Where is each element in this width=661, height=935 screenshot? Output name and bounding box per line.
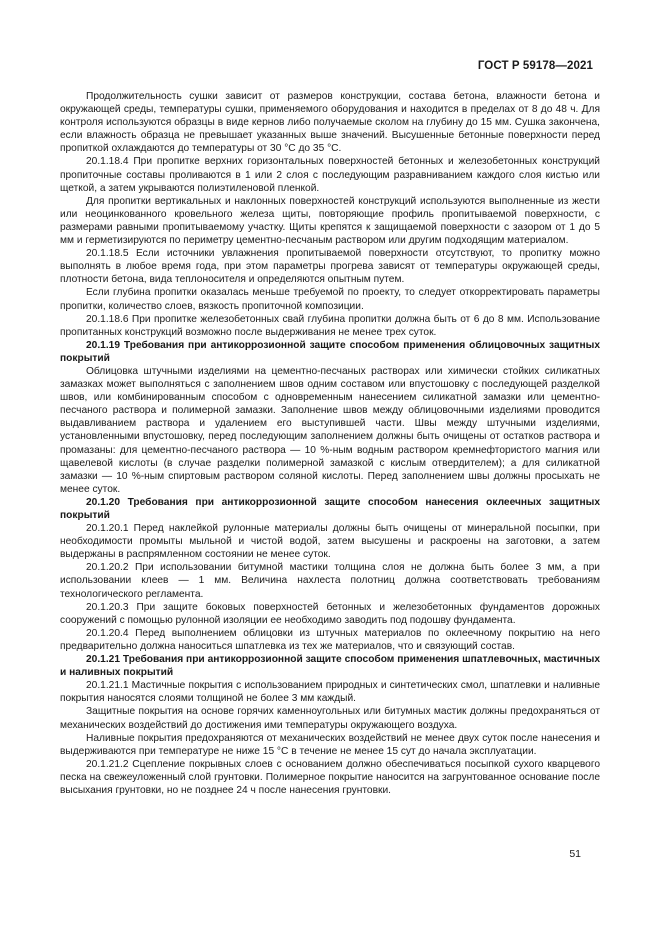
paragraph: 20.1.20.3 При защите боковых поверхностей бетонных и железобетонных фундаментов дорожных сооружений с помощью рулонной изоляции ее необходимо заводить под подошву фундамента. — [60, 601, 600, 626]
paragraph: Для пропитки вертикальных и наклонных поверхностей конструкций используются выполненные из жести или неоцинкованного кровельного железа щиты, повторяющие профиль пропитываемой поверхности, с размерами равными пропитываемому участку. Щиты крепятся к защищаемой поверхности с зазором от 1 до 5 мм и герметизируются по периметру цементно-песчаным раствором или другим подходящим материалом. — [60, 195, 600, 247]
section-heading: 20.1.20 Требования при антикоррозионной защите способом нанесения оклеечных защитных покрытий — [60, 496, 600, 521]
paragraph: 20.1.20.1 Перед наклейкой рулонные материалы должны быть очищены от минеральной посыпки, при необходимости промыты мыльной и чистой водой, затем высушены и раскроены на заготовки, а затем выдержаны в распрямленном состоянии не менее суток. — [60, 523, 600, 561]
paragraph: Если глубина пропитки оказалась меньше требуемой по проекту, то следует откорректировать параметры пропитки, количество слоев, вязкость пропиточной композиции. — [60, 287, 600, 312]
page-number: 51 — [569, 848, 581, 860]
section-heading: 20.1.21 Требования при антикоррозионной защите способом применения шпатлевочных, мастичных и наливных покрытий — [60, 654, 600, 679]
paragraph: 20.1.21.1 Мастичные покрытия с использованием природных и синтетических смол, шпатлевки и наливные покрытия наносятся слоями толщиной не более 3 мм каждый. — [60, 680, 600, 705]
paragraph: Наливные покрытия предохраняются от механических воздействий не менее двух суток после нанесения и выдерживаются при температуре не ниже 15 °С в течение не менее 15 сут до начала эксплуатации. — [60, 732, 600, 757]
paragraph: 20.1.18.6 При пропитке железобетонных свай глубина пропитки должна быть от 6 до 8 мм. Использование пропитанных конструкций возможно после выдерживания не менее трех суток. — [60, 313, 600, 338]
paragraph: Защитные покрытия на основе горячих каменноугольных или битумных мастик должны предохраняться от механических воздействий до достижения ими температуры окружающего воздуха. — [60, 706, 600, 731]
paragraph: 20.1.21.2 Сцепление покрывных слоев с основанием должно обеспечиваться посыпкой сухого кварцевого песка на свежеуложенный слой грунтовки. Полимерное покрытие наносится на загрунтованное основание после высыхания грунтовки, но не позднее 24 ч после нанесения грунтовки. — [60, 758, 600, 796]
document-body — [60, 90, 600, 797]
paragraph: 20.1.20.2 При использовании битумной мастики толщина слоя не должна быть более 3 мм, а при использовании клеев — 1 мм. Величина нахлеста полотниц должна соответствовать требованиям технологического регламента. — [60, 562, 600, 600]
section-heading: 20.1.19 Требования при антикоррозионной защите способом применения облицовочных защитных покрытий — [60, 339, 600, 364]
paragraph: Продолжительность сушки зависит от размеров конструкции, состава бетона, влажности бетона и окружающей среды, температуры сушки, применяемого оборудования и находится в пределах от 8 до 48 ч. Для контроля используются образцы в виде кернов либо получаемые сколом на глубину до 15 мм. Сушка закончена, если влажность образца не превышает указанных выше значений. Высушенные бетонные поверхности перед пропиткой охлаждаются до температуры от 30 °С до 35 °С. — [60, 91, 600, 155]
paragraph: 20.1.18.4 При пропитке верхних горизонтальных поверхностей бетонных и железобетонных конструкций пропиточные составы проливаются в 1 или 2 слоя с последующим разравниванием каждого слоя кистью или щеткой, а затем укрываются полиэтиленовой пленкой. — [60, 156, 600, 194]
paragraph: 20.1.18.5 Если источники увлажнения пропитываемой поверхности отсутствуют, то пропитку можно выполнять в любое время года, при этом параметры прогрева зависят от температуры окружающей среды, плотности бетона, вида теплоносителя и определяются опытным путем. — [60, 248, 600, 286]
paragraph: 20.1.20.4 Перед выполнением облицовки из штучных материалов по оклеечному покрытию на него предварительно должна наноситься шпатлевка из тех же материалов, что и связующий состав. — [60, 627, 600, 652]
paragraph: Облицовка штучными изделиями на цементно-песчаных растворах или химически стойких силикатных замазках может выполняться с заполнением швов одним составом или впустошовку с последующей разделкой швов, или комбинированным способом с одновременным нанесением силикатной замазки или цементно-песчаного раствора и полимерной замазки. Заполнение швов между облицовочными изделиями проводится выдавливанием раствора и удалением его выступившей части. Швы между штучными изделиями, установленными впустошовку, перед последующим заполнением должны быть очищены от остатков раствора и промазаны: для цементно-песчаного раствора — 10 %-ным водным раствором кремнефтористого магния или щавелевой кислоты (в случае разделки полимерной замазкой с кислым отвердителем); а для силикатной замазки — 10 %-ным спиртовым раствором соляной кислоты. Перед заполнением швы должны просыхать не менее суток. — [60, 365, 600, 495]
document-code: ГОСТ Р 59178—2021 — [477, 60, 593, 72]
